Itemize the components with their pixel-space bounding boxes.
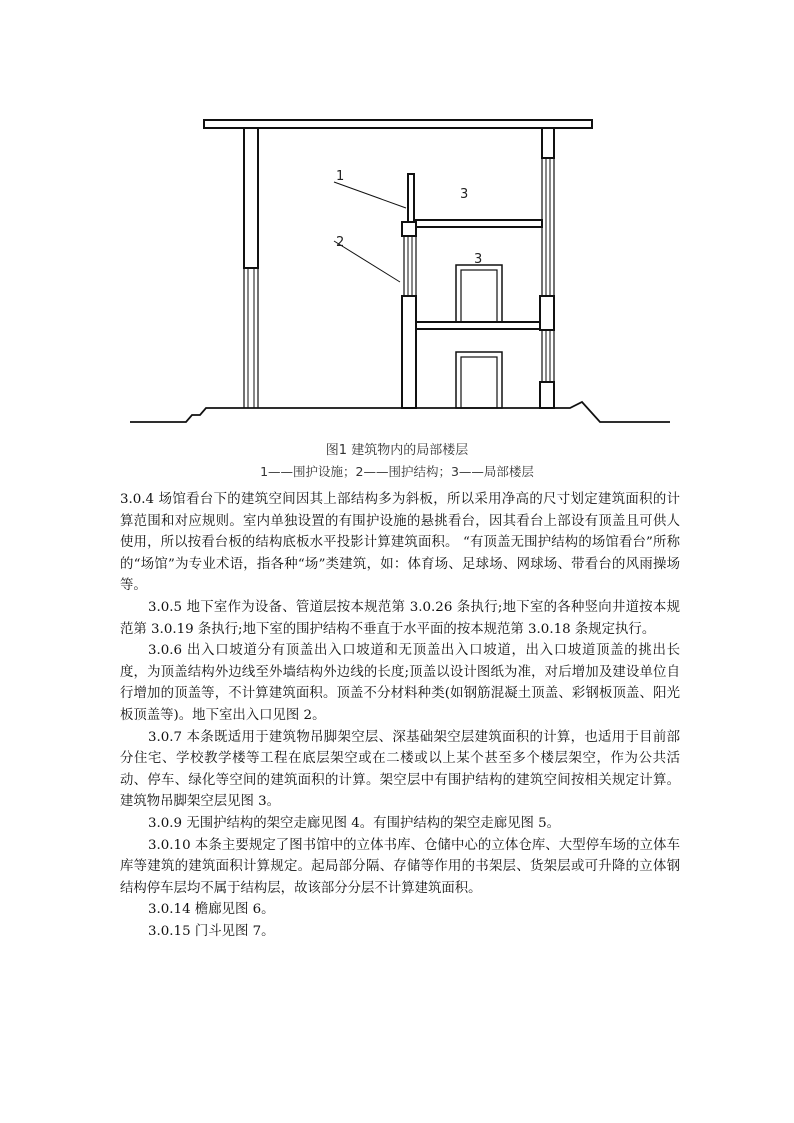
section-drawing (130, 110, 670, 430)
paragraph-3-0-14: 3.0.14 檐廊见图 6。 (148, 902, 275, 918)
paragraph-3-0-10: 3.0.10 本条主要规定了图书馆中的立体书库、仓储中心的立体仓库、大型停车场的立体车库等建筑的建筑面积计算规定。起局部分隔、存储等作用的书架层、货架层或可升降的立体钢结构停车层均不属于结构层，故该部分分层不计算建筑面积。 (120, 837, 680, 896)
callout-3-upper: 3 (460, 187, 469, 202)
inner-column (402, 296, 416, 408)
upper-floor-beam (402, 222, 416, 236)
middle-floor-slab (416, 322, 540, 329)
figure-legend: 1——围护设施；2——围护结构；3——局部楼层 (260, 464, 534, 479)
railing (408, 174, 414, 222)
right-wall-base (540, 382, 554, 408)
callout-3-lower: 3 (474, 252, 483, 267)
right-wall-top (542, 128, 554, 158)
paragraph-3-0-9: 3.0.9 无围护结构的架空走廊见图 4。有围护结构的架空走廊见图 5。 (148, 815, 561, 831)
roof-slab (204, 120, 592, 128)
figure-1 (130, 110, 670, 430)
callout-1: 1 (336, 169, 345, 184)
upper-floor-slab (416, 220, 542, 227)
callout-2: 2 (336, 235, 345, 250)
left-wall-upper (244, 128, 258, 268)
body-text (120, 489, 680, 942)
paragraph-3-0-4: 3.0.4 场馆看台下的建筑空间因其上部结构多为斜板，所以采用净高的尺寸划定建筑面积的计算范围和对应规则。室内单独设置的有围护设施的悬挑看台，因其看台上部设有顶盖且可供人使用，所以按看台板的结构底板水平投影计算建筑面积。 “有顶盖无围护结构的场馆看台”所称的“场馆”为专业术语，指各种“场”类建筑，如：体育场、足球场、网球场、带看台的风雨操场等。 (120, 492, 680, 594)
paragraph-3-0-5: 3.0.5 地下室作为设备、管道层按本规范第 3.0.26 条执行;地下室的各种竖向井道按本规范第 3.0.19 条执行;地下室的围护结构不垂直于水平面的按本规范第 3.0.18 条规定执行。 (120, 599, 680, 637)
paragraph-3-0-7: 3.0.7 本条既适用于建筑物吊脚架空层、深基础架空层建筑面积的计算，也适用于目前部分住宅、学校教学楼等工程在底层架空或在二楼或以上某个甚至多个楼层架空，作为公共活动、停车、绿化等空间的建筑面积的计算。架空层中有围护结构的建筑空间按相关规定计算。建筑物吊脚架空层见图 3。 (120, 729, 680, 810)
paragraph-3-0-6: 3.0.6 出入口坡道分有顶盖出入口坡道和无顶盖出入口坡道，出入口坡道顶盖的挑出长度，为顶盖结构外边线至外墙结构外边线的长度;顶盖以设计图纸为准，对后增加及建设单位自行增加的顶盖等，不计算建筑面积。顶盖不分材料种类(如钢筋混凝土顶盖、彩钢板顶盖、阳光板顶盖等)。地下室出入口见图 2。 (120, 643, 680, 723)
paragraph-3-0-15: 3.0.15 门斗见图 7。 (148, 923, 275, 939)
figure-caption: 图1 建筑物内的局部楼层 (325, 443, 469, 458)
right-wall-mid (540, 296, 554, 330)
